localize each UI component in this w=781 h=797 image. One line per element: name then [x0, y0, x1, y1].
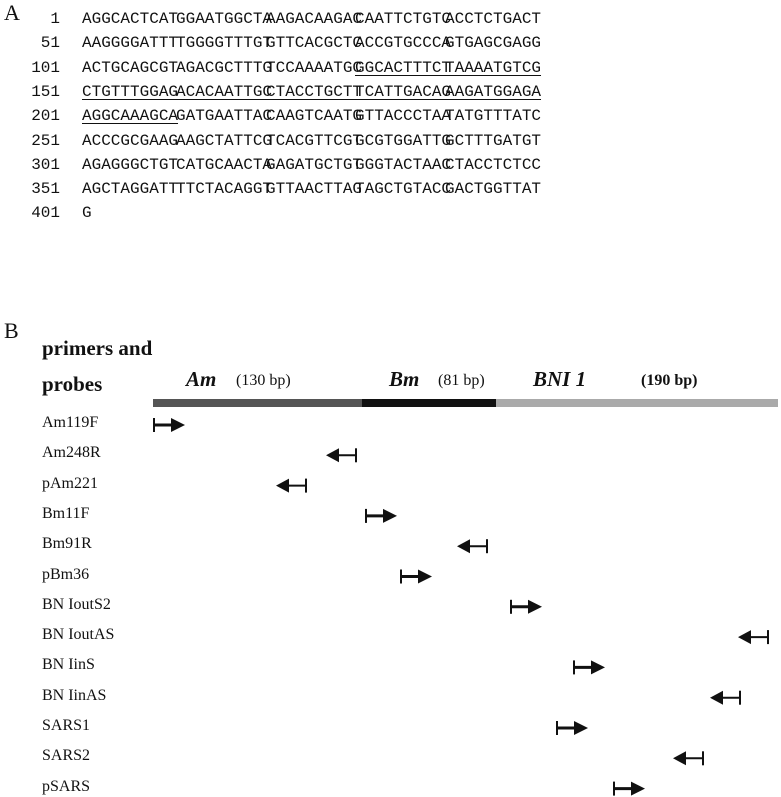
sequence-block: ACACAATTGC: [176, 82, 273, 101]
reverse-primer-arrow: [326, 448, 356, 462]
sequence-block: GAGATGCTGT: [266, 155, 363, 174]
sequence-block: CTGTTTGGAG: [82, 82, 179, 101]
sequence-block: AGACGCTTTG: [176, 58, 273, 77]
sequence-block: GCGTGGATTG: [355, 131, 452, 150]
reverse-primer-arrow: [738, 630, 768, 644]
sequence-position: 151: [31, 82, 60, 101]
primers-title-line2: probes: [42, 372, 103, 396]
sequence-position: 51: [40, 34, 60, 53]
region-bni-label: BNI 1: [533, 367, 587, 391]
region-am-bar: [153, 399, 362, 407]
panel-a-label: A: [4, 0, 20, 25]
reverse-primer-arrow: [710, 691, 740, 705]
sequence-block: GCTTTGATGT: [445, 131, 542, 150]
sequence-block: GTTCACGCTC: [266, 34, 363, 53]
sequence-block: TTCTACAGGT: [176, 180, 273, 199]
sequence-block: ACCCGCGAAG: [82, 131, 179, 150]
primer-label: Am248R: [42, 444, 101, 462]
sequence-position: 201: [31, 107, 60, 126]
sequence-block: ACCTCTGACT: [445, 10, 542, 28]
region-bm-length: (81 bp): [438, 372, 485, 389]
sequence-block: TAAAATGTCG: [445, 58, 542, 77]
forward-primer-arrow: [154, 418, 185, 432]
sequence-block: CTACCTCTCC: [445, 155, 542, 174]
reverse-primer-arrow: [276, 479, 306, 493]
sequence-position: 351: [31, 180, 60, 199]
primer-label: pAm221: [42, 474, 98, 492]
primer-label: BN IoutAS: [42, 626, 115, 644]
sequence-block: TCCAAAATGC: [266, 58, 363, 77]
region-am-length: (130 bp): [236, 372, 291, 389]
sequence-block: AAGATGGAGA: [445, 82, 542, 101]
sequence-position: 301: [31, 155, 60, 174]
sequence-position: 251: [31, 131, 60, 150]
primer-label: Bm11F: [42, 504, 90, 522]
forward-primer-arrow: [614, 782, 645, 796]
sequence-block: AGGCAAAGCA: [82, 107, 179, 126]
sequence-block: AAGGGGATTT: [82, 34, 179, 53]
sequence-position: 401: [31, 204, 60, 223]
sequence-block: ACTGCAGCGT: [82, 58, 179, 77]
region-bm-label: Bm: [389, 367, 420, 391]
primer-label: SARS1: [42, 717, 91, 734]
sequence-block: GATGAATTAC: [176, 107, 273, 126]
sequence-block: CTACCTGCTT: [266, 82, 363, 101]
sequence-block: ACCGTGCCCA: [355, 34, 452, 53]
forward-primer-arrow: [366, 509, 397, 523]
forward-primer-arrow: [557, 721, 588, 735]
sequence-block: GACTGGTTAT: [445, 180, 542, 199]
sequence-block: G: [82, 204, 92, 223]
region-bm-bar: [362, 399, 496, 407]
forward-primer-arrow: [574, 660, 605, 674]
primer-label: pBm36: [42, 565, 90, 583]
sequence-block: TCACGTTCGT: [266, 131, 363, 150]
primer-label: SARS2: [42, 747, 91, 765]
sequence-block: TAGCTGTACC: [355, 180, 452, 199]
sequence-block: GTTAACTTAG: [266, 180, 363, 199]
forward-primer-arrow: [401, 570, 432, 584]
primers-title-line1: primers and: [42, 336, 153, 360]
region-am-label: Am: [186, 367, 217, 391]
primer-label: BN IinS: [42, 656, 95, 674]
sequence-block: AGGCACTCAT: [82, 10, 179, 28]
primer-label: BN IinAS: [42, 686, 107, 704]
primer-label: Bm91R: [42, 535, 92, 553]
sequence-block: TCATTGACAG: [355, 82, 452, 101]
sequence-block: AGAGGGCTGT: [82, 155, 179, 174]
sequence-block: AAGACAAGAC: [266, 10, 363, 28]
primer-label: BN IoutS2: [42, 595, 111, 613]
sequence-position: 101: [31, 58, 60, 77]
forward-primer-arrow: [511, 600, 542, 614]
reverse-primer-arrow: [457, 539, 487, 553]
sequence-position: 1: [50, 10, 60, 28]
panel-b-label: B: [4, 318, 19, 343]
sequence-block: GTTACCCTAA: [355, 107, 452, 126]
sequence-block: GTGAGCGAGG: [445, 34, 542, 53]
primer-label: pSARS: [42, 777, 91, 795]
sequence-block: GGGTACTAAC: [355, 155, 452, 174]
sequence-block: CAAGTCAATG: [266, 107, 363, 126]
region-bni-length: (190 bp): [641, 372, 698, 389]
sequence-block: CATGCAACTA: [176, 155, 273, 174]
primer-label: Am119F: [42, 414, 99, 431]
sequence-block: AAGCTATTCG: [176, 131, 273, 150]
sequence-block: AGCTAGGATT: [82, 180, 179, 199]
sequence-block: CAATTCTGTC: [355, 10, 452, 28]
sequence-block: TGGGGTTTGT: [176, 34, 273, 53]
reverse-primer-arrow: [673, 751, 703, 765]
region-bni-bar: [496, 399, 778, 407]
sequence-block: GGAATGGCTA: [176, 10, 273, 28]
sequence-block: TATGTTTATC: [445, 107, 542, 126]
sequence-block: GGCACTTTCT: [355, 58, 452, 77]
